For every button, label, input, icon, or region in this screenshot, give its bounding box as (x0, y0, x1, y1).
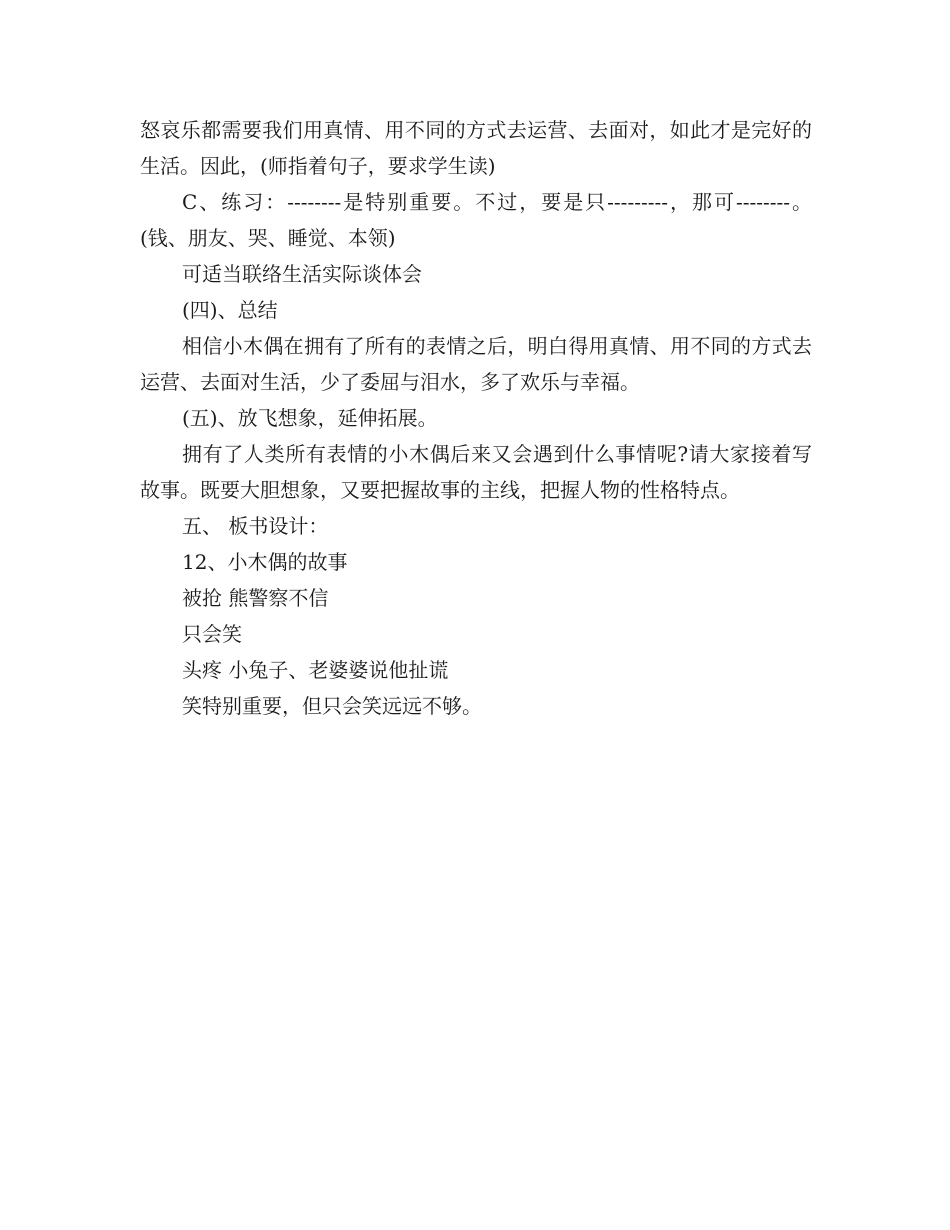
paragraph-exercise-c: C、练习：--------是特别重要。不过，要是只---------，那可--------。(钱、朋友、哭、睡觉、本领) (140, 190, 812, 250)
board-line-only-smile: 只会笑 (182, 622, 242, 646)
paragraph-emotions-conclusion: 怒哀乐都需要我们用真情、用不同的方式去运营、去面对，如此才是完好的生活。因此，(师指着句子，要求学生读) (140, 118, 812, 178)
paragraph-life-connection: 可适当联络生活实际谈体会 (182, 262, 422, 286)
document-body (140, 112, 812, 724)
board-title: 12、小木偶的故事 (182, 550, 348, 574)
heading-summary: (四)、总结 (182, 298, 278, 322)
board-line-headache: 头疼 小兔子、老婆婆说他扯谎 (182, 658, 449, 682)
paragraph-summary: 相信小木偶在拥有了所有的表情之后，明白得用真情、用不同的方式去运营、去面对生活，少了委屈与泪水，多了欢乐与幸福。 (140, 334, 812, 394)
board-line-conclusion: 笑特别重要，但只会笑远远不够。 (182, 694, 482, 718)
heading-board-design: 五、 板书设计： (182, 514, 329, 538)
board-line-robbed: 被抢 熊警察不信 (182, 586, 329, 610)
paragraph-imagination: 拥有了人类所有表情的小木偶后来又会遇到什么事情呢?请大家接着写故事。既要大胆想象，又要把握故事的主线，把握人物的性格特点。 (140, 442, 812, 502)
heading-imagination: (五)、放飞想象，延伸拓展。 (182, 406, 438, 430)
